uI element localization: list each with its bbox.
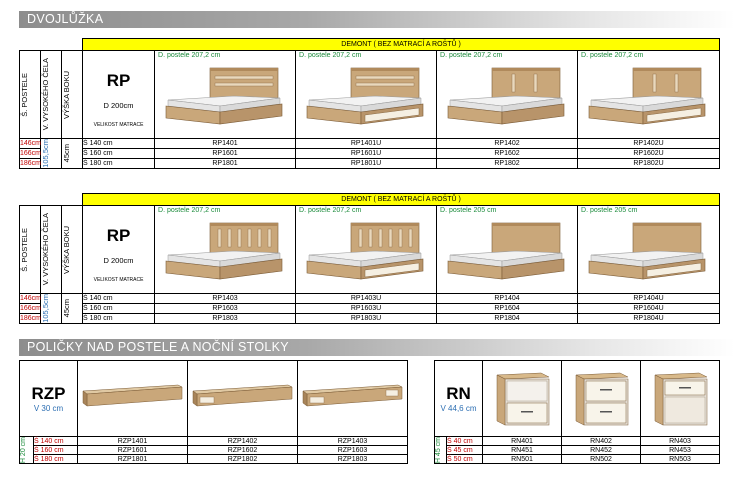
model-cell <box>83 51 155 139</box>
model-sub: V 44,6 cm <box>440 404 477 413</box>
product-code[interactable]: RN502 <box>562 455 641 464</box>
bed-width: 166cm <box>20 304 42 312</box>
model-sub: V 30 cm <box>33 404 64 413</box>
size-label: Š 140 cm <box>83 294 155 304</box>
mattress-label: VELIKOST MATRACE <box>93 277 144 283</box>
bed-image <box>444 217 569 289</box>
col-label-width: Š. POSTELE <box>20 51 41 139</box>
product-code[interactable]: RP1603U <box>296 303 437 313</box>
rzp-table <box>19 360 408 464</box>
shelf-image <box>78 361 186 434</box>
product-code[interactable]: RZP1603 <box>298 446 408 455</box>
product-code[interactable]: RN501 <box>483 455 562 464</box>
variant-length-label: D. postele 207,2 cm <box>158 52 221 59</box>
rzp-height: H 20 cm <box>20 437 34 464</box>
size-label: Š 180 cm <box>83 158 155 168</box>
section-header-beds <box>19 11 735 28</box>
nightstand-cell[interactable] <box>641 361 720 437</box>
product-code[interactable]: RN451 <box>483 446 562 455</box>
product-code[interactable]: RP1803 <box>155 313 296 323</box>
bed-width: 186cm <box>20 314 42 322</box>
product-code[interactable]: RN452 <box>562 446 641 455</box>
bed-image <box>162 62 287 134</box>
product-code[interactable]: RP1401 <box>155 139 296 149</box>
product-code[interactable]: RP1804U <box>578 313 720 323</box>
rzp-model-cell <box>20 361 78 437</box>
bed-image <box>303 217 428 289</box>
product-code[interactable]: RZP1403 <box>298 437 408 446</box>
variant-length-label: D. postele 207,2 cm <box>299 52 362 59</box>
product-code[interactable]: RZP1802 <box>188 455 298 464</box>
product-code[interactable]: RN453 <box>641 446 720 455</box>
bed-table-2 <box>19 193 720 324</box>
size-label: Š 50 cm <box>447 455 483 464</box>
bed-image <box>444 62 569 134</box>
size-label: Š 160 cm <box>34 446 78 455</box>
shelf-cell[interactable] <box>78 361 188 437</box>
product-code[interactable]: RP1602 <box>437 148 578 158</box>
model-length: D 200cm <box>103 101 134 110</box>
model-name: RP <box>106 226 131 245</box>
rn-model-cell <box>435 361 483 437</box>
product-code[interactable]: RN403 <box>641 437 720 446</box>
variant-cell[interactable] <box>296 51 437 139</box>
model-cell <box>83 206 155 294</box>
product-code[interactable]: RP1402U <box>578 139 720 149</box>
side-height: 45cm <box>62 294 83 324</box>
mattress-label: VELIKOST MATRACE <box>93 122 144 128</box>
variant-cell[interactable] <box>155 51 296 139</box>
size-label: Š 160 cm <box>83 148 155 158</box>
shelf-image <box>298 361 406 434</box>
product-code[interactable]: RN402 <box>562 437 641 446</box>
size-label: Š 180 cm <box>34 455 78 464</box>
variant-cell[interactable] <box>437 206 578 294</box>
variant-cell[interactable] <box>578 206 720 294</box>
product-code[interactable]: RP1804 <box>437 313 578 323</box>
col-label-side-height: VÝŠKA BOKU <box>62 51 83 139</box>
rn-height: H 45 cm <box>435 437 447 464</box>
model-name: RP <box>106 71 131 90</box>
variant-cell[interactable] <box>296 206 437 294</box>
variant-length-label: D. postele 205 cm <box>581 207 638 214</box>
bed-width: 146cm <box>20 139 42 147</box>
bed-image <box>585 217 710 289</box>
bed-width: 166cm <box>20 149 42 157</box>
col-label-side-height: VÝŠKA BOKU <box>62 206 83 294</box>
shelf-cell[interactable] <box>188 361 298 437</box>
head-height: 105,5cm <box>41 139 62 169</box>
product-code[interactable]: RP1402 <box>437 139 578 149</box>
variant-cell[interactable] <box>437 51 578 139</box>
variant-length-label: D. postele 207,2 cm <box>299 207 362 214</box>
variant-cell[interactable] <box>578 51 720 139</box>
bed-width: 146cm <box>20 294 42 302</box>
rn-table <box>434 360 720 464</box>
bed-image <box>585 62 710 134</box>
product-code[interactable]: RZP1402 <box>188 437 298 446</box>
size-label: Š 160 cm <box>83 303 155 313</box>
head-height: 105,5cm <box>41 294 62 324</box>
variant-length-label: D. postele 207,2 cm <box>158 207 221 214</box>
product-code[interactable]: RP1801 <box>155 158 296 168</box>
product-code[interactable]: RP1802U <box>578 158 720 168</box>
bed-width: 186cm <box>20 159 42 167</box>
product-code[interactable]: RP1401U <box>296 139 437 149</box>
product-code[interactable]: RP1604U <box>578 303 720 313</box>
bed-image <box>162 217 287 289</box>
variant-length-label: D. postele 207,2 cm <box>581 52 644 59</box>
nightstand-image <box>641 361 718 434</box>
size-label: Š 40 cm <box>447 437 483 446</box>
product-code[interactable]: RP1602U <box>578 148 720 158</box>
section-header-shelves <box>19 339 735 356</box>
model-name: RZP <box>31 384 66 403</box>
variant-length-label: D. postele 205 cm <box>440 207 497 214</box>
product-code[interactable]: RP1803U <box>296 313 437 323</box>
variant-cell[interactable] <box>155 206 296 294</box>
nightstand-image <box>483 361 560 434</box>
product-code[interactable]: RP1601 <box>155 148 296 158</box>
bed-table-1 <box>19 38 720 169</box>
product-code[interactable]: RP1403U <box>296 294 437 304</box>
nightstand-cell[interactable] <box>483 361 562 437</box>
product-code[interactable]: RP1404U <box>578 294 720 304</box>
product-code[interactable]: RP1802 <box>437 158 578 168</box>
product-code[interactable]: RZP1801 <box>78 455 188 464</box>
product-code[interactable]: RZP1601 <box>78 446 188 455</box>
col-label-width: Š. POSTELE <box>20 206 41 294</box>
size-label: Š 140 cm <box>34 437 78 446</box>
shelf-image <box>188 361 296 434</box>
product-code[interactable]: RP1603 <box>155 303 296 313</box>
product-code[interactable]: RP1601U <box>296 148 437 158</box>
product-code[interactable]: RZP1401 <box>78 437 188 446</box>
nightstand-image <box>562 361 639 434</box>
product-code[interactable]: RN401 <box>483 437 562 446</box>
product-code[interactable]: RP1801U <box>296 158 437 168</box>
size-label: Š 180 cm <box>83 313 155 323</box>
product-code[interactable]: RP1404 <box>437 294 578 304</box>
section-title: POLIČKY NAD POSTELE A NOČNÍ STOLKY <box>27 340 289 354</box>
product-code[interactable]: RN503 <box>641 455 720 464</box>
table-header: DEMONT ( BEZ MATRACÍ A ROŠTŮ ) <box>83 39 720 51</box>
variant-length-label: D. postele 207,2 cm <box>440 52 503 59</box>
side-height: 45cm <box>62 139 83 169</box>
section-title: DVOJLŮŽKA <box>27 12 104 26</box>
size-label: Š 140 cm <box>83 139 155 149</box>
product-code[interactable]: RZP1803 <box>298 455 408 464</box>
col-label-head-height: V. VYSOKÉHO ČELA <box>41 51 62 139</box>
model-name: RN <box>446 384 471 403</box>
product-code[interactable]: RP1403 <box>155 294 296 304</box>
shelf-cell[interactable] <box>298 361 408 437</box>
product-code[interactable]: RZP1602 <box>188 446 298 455</box>
nightstand-cell[interactable] <box>562 361 641 437</box>
col-label-head-height: V. VYSOKÉHO ČELA <box>41 206 62 294</box>
table-header: DEMONT ( BEZ MATRACÍ A ROŠTŮ ) <box>83 194 720 206</box>
size-label: Š 45 cm <box>447 446 483 455</box>
model-length: D 200cm <box>103 256 134 265</box>
bed-image <box>303 62 428 134</box>
product-code[interactable]: RP1604 <box>437 303 578 313</box>
